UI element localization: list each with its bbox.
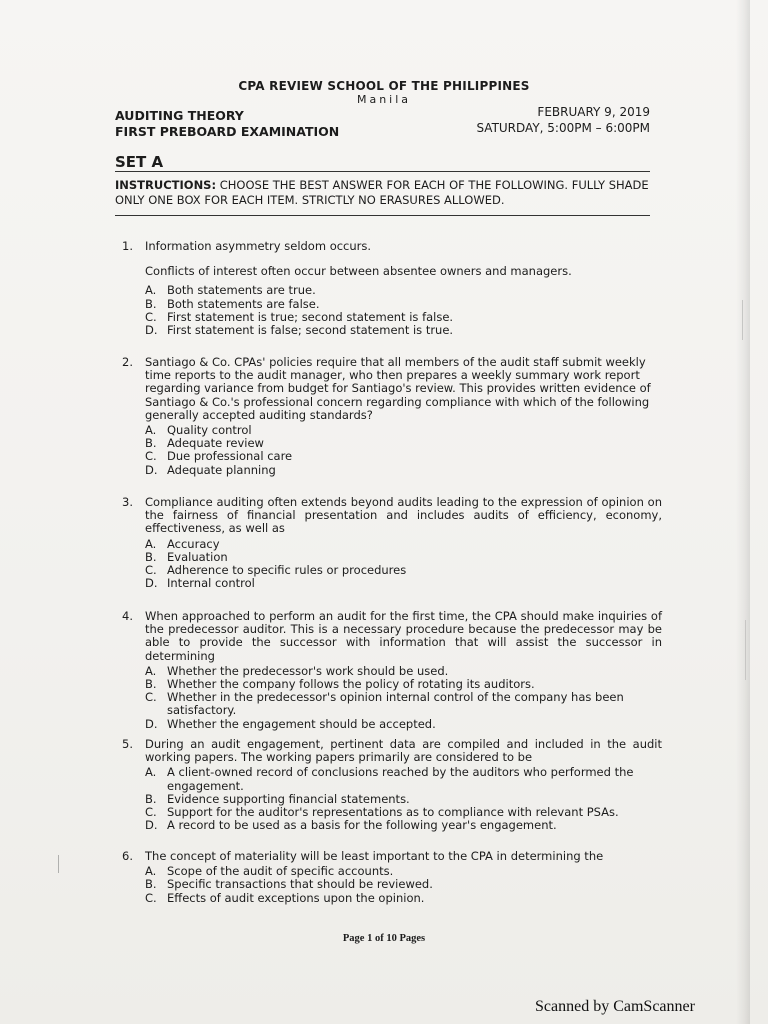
- option-a: A. Whether the predecessor's work should be used.: [145, 663, 449, 678]
- school-city: Manila: [356, 93, 412, 106]
- option-a: A. Scope of the audit of specific accounts.: [145, 864, 394, 879]
- question-5: [122, 738, 662, 832]
- question-number: 1.: [122, 239, 133, 253]
- page-number: Page 1 of 10 Pages: [342, 933, 426, 944]
- question-number: 6.: [122, 849, 133, 863]
- option-a: A. Accuracy: [145, 536, 220, 551]
- exam-schedule-block: [440, 104, 650, 136]
- question-stem: When approached to perform an audit for the first time, the CPA should make inquiries of the predecessor auditor. This is a necessary procedure because the predecessor may be able to provide the successor with information that will assist the successor in determining: [145, 609, 662, 663]
- option-d: D. Whether the engagement should be accepted.: [145, 716, 436, 731]
- question-stem: Information asymmetry seldom occurs.: [145, 239, 372, 253]
- question-stem: The concept of materiality will be least important to the CPA in determining the: [145, 849, 604, 863]
- exam-time: SATURDAY, 5:00PM – 6:00PM: [476, 121, 650, 135]
- set-label: SET A: [115, 153, 164, 171]
- question-stem: Compliance auditing often extends beyond audits leading to the expression of opinion on the fairness of financial presentation and includes audits of efficiency, economy, effectiveness, as well as: [145, 495, 662, 536]
- question-number: 5.: [122, 737, 133, 751]
- option-c: C. Adherence to specific rules or procedures: [145, 563, 407, 578]
- question-4: [122, 610, 662, 731]
- option-c: C. Whether in the predecessor's opinion internal control of the company has been satisfactory.: [145, 690, 624, 718]
- scanner-watermark: Scanned by CamScanner: [535, 998, 695, 1015]
- scan-artifact: [742, 300, 743, 340]
- exam-title: FIRST PREBOARD EXAMINATION: [115, 124, 340, 139]
- question-2: [122, 356, 662, 477]
- option-d: D. Internal control: [145, 576, 255, 591]
- instructions-label: INSTRUCTIONS:: [115, 178, 217, 192]
- question-1: [122, 240, 662, 337]
- option-d: D. First statement is false; second statement is true.: [145, 323, 454, 338]
- question-number: 4.: [122, 609, 133, 623]
- option-c: C. Due professional care: [145, 449, 293, 464]
- divider-top: [115, 171, 650, 172]
- question-number: 2.: [122, 355, 133, 369]
- option-d: D. Adequate planning: [145, 462, 276, 477]
- school-name: CPA REVIEW SCHOOL OF THE PHILIPPINES: [238, 79, 530, 93]
- scan-artifact: [745, 620, 746, 680]
- option-a: A. A client-owned record of conclusions reached by the auditors who performed the engagement.: [145, 765, 634, 793]
- instructions: [115, 178, 655, 208]
- question-stem: Santiago & Co. CPAs' policies require that all members of the audit staff submit weekly time reports to the audit manager, who then prepares a weekly summary work report regarding variance from budget for Santiago's review. This provides written evidence of Santiago & Co.'s professional concern regarding compliance with which of the following generally accepted auditing standards?: [145, 355, 651, 422]
- option-d: D. A record to be used as a basis for the following year's engagement.: [145, 818, 557, 833]
- question-6: [122, 850, 662, 905]
- option-a: A. Quality control: [145, 423, 252, 438]
- question-stem-2: Conflicts of interest often occur between absentee owners and managers.: [145, 264, 572, 279]
- option-c: C. Effects of audit exceptions upon the opinion.: [145, 890, 425, 905]
- page-edge-shadow: [736, 0, 750, 1024]
- option-b: B. Evaluation: [145, 549, 228, 564]
- option-c: C. Support for the auditor's representations as to compliance with relevant PSAs.: [145, 805, 619, 820]
- subject-title: AUDITING THEORY: [115, 108, 244, 123]
- exam-date: FEBRUARY 9, 2019: [537, 105, 650, 119]
- divider-bottom: [115, 215, 650, 216]
- exam-title-block: [115, 108, 339, 140]
- question-number: 3.: [122, 495, 133, 509]
- instructions-text: CHOOSE THE BEST ANSWER FOR EACH OF THE FOLLOWING. FULLY SHADE ONLY ONE BOX FOR EACH ITEM. STRICTLY NO ERASURES ALLOWED.: [115, 178, 649, 207]
- scan-artifact: [58, 855, 59, 873]
- option-a: A. Both statements are true.: [145, 283, 316, 298]
- option-b: B. Specific transactions that should be reviewed.: [145, 877, 433, 892]
- option-b: B. Adequate review: [145, 436, 264, 451]
- question-3: [122, 496, 662, 590]
- option-c: C. First statement is true; second statement is false.: [145, 309, 454, 324]
- option-b: B. Both statements are false.: [145, 296, 320, 311]
- question-stem: During an audit engagement, pertinent data are compiled and included in the audit working papers. The working papers primarily are considered to be: [145, 737, 662, 765]
- option-b: B. Evidence supporting financial statements.: [145, 791, 410, 806]
- option-b: B. Whether the company follows the policy of rotating its auditors.: [145, 677, 535, 692]
